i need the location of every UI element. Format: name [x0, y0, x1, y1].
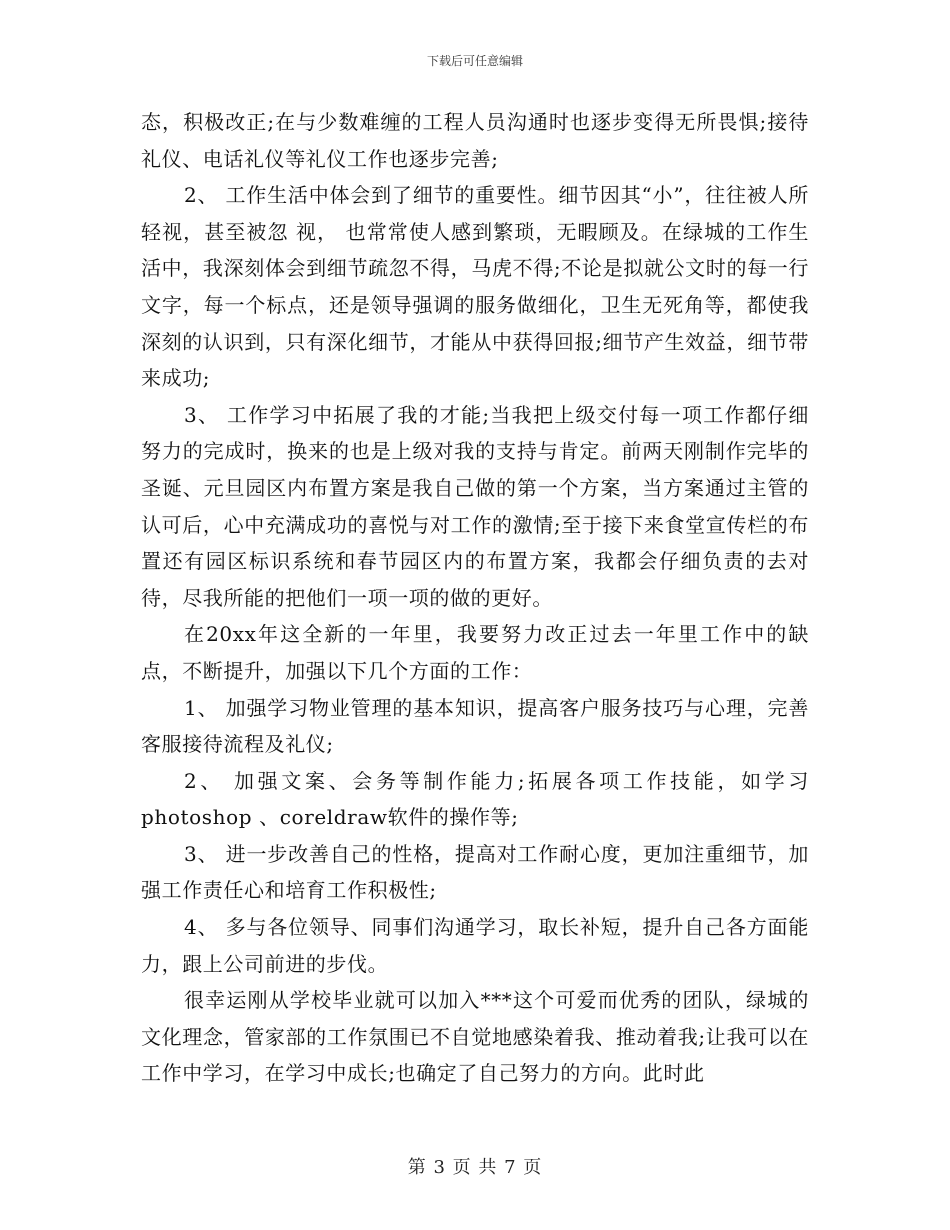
- paragraph-plan-item-3: 3、 进一步改善自己的性格，提高对工作耐心度，更加注重细节，加强工作责任心和培育工作积极性;: [141, 841, 809, 903]
- paragraph-plan-item-4: 4、 多与各位领导、同事们沟通学习，取长补短，提升自己各方面能力，跟上公司前进的步伐。: [141, 915, 809, 976]
- page-number-footer: 第 3 页 共 7 页: [407, 1157, 543, 1178]
- paragraph-new-year-plan: 在20xx年这全新的一年里，我要努力改正过去一年里工作中的缺点，不断提升，加强以下几个方面的工作：: [141, 622, 809, 683]
- document-body: [141, 104, 809, 1092]
- paragraph-closing: 很幸运刚从学校毕业就可以加入***这个可爱而优秀的团队，绿城的文化理念，管家部的工作氛围已不自觉地感染着我、推动着我;让我可以在工作中学习，在学习中成长;也确定了自己努力的方向。此时此: [141, 988, 809, 1086]
- paragraph-item-3-skills: 3、 工作学习中拓展了我的才能;当我把上级交付每一项工作都仔细努力的完成时，换来的也是上级对我的支持与肯定。前两天刚制作完毕的圣诞、元旦园区内布置方案是我自己做的第一个方案，当方案通过主管的认可后，心中充满成功的喜悦与对工作的激情;至于接下来食堂宣传栏的布置还有园区标识系统和春节园区内的布置方案，我都会仔细负责的去对待，尽我所能的把他们一项一项的做的更好。: [141, 402, 809, 610]
- paragraph-item-2-detail: 2、 工作生活中体会到了细节的重要性。细节因其“小”，往往被人所轻视，甚至被忽 视， 也常常使人感到繁琐，无暇顾及。在绿城的工作生活中，我深刻体会到细节疏忽不得，马虎不得;不论是拟就公文时的每一行文字，每一个标点，还是领导强调的服务做细化，卫生无死角等，都使我深刻的认识到，只有深化细节，才能从中获得回报;细节产生效益，细节带来成功;: [141, 183, 809, 391]
- page-header: 下载后可任意编辑: [426, 54, 523, 68]
- paragraph-plan-item-1: 1、 加强学习物业管理的基本知识，提高客户服务技巧与心理，完善客服接待流程及礼仪;: [141, 695, 809, 757]
- paragraph-plan-item-2: 2、 加强文案、会务等制作能力;拓展各项工作技能，如学习photoshop 、coreldraw软件的操作等;: [141, 768, 809, 830]
- paragraph-continuation: 态，积极改正;在与少数难缠的工程人员沟通时也逐步变得无所畏惧;接待礼仪、电话礼仪等礼仪工作也逐步完善;: [141, 110, 809, 171]
